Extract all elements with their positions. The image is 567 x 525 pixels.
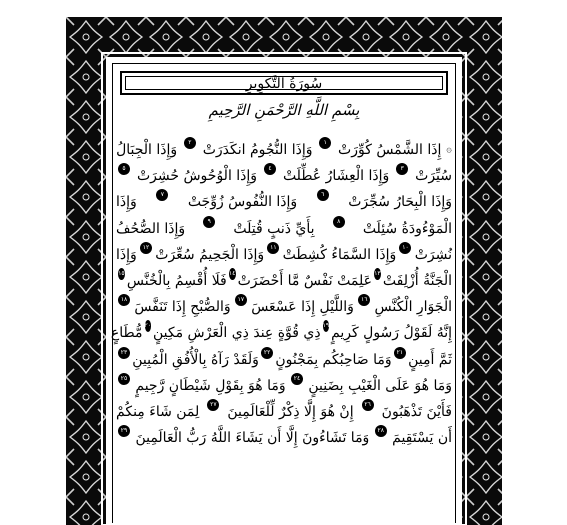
verse-line <box>116 268 452 294</box>
surah-title-box <box>120 71 448 95</box>
verse-text: وَإِذَا النُّجُومُ انكَدَرَتْ <box>202 142 313 158</box>
verse-text: بِأَيِّ ذَنبٍ قُتِلَتْ <box>233 220 315 237</box>
ayah-number: ١٩ <box>323 320 329 332</box>
ayah-number: ٢١ <box>394 347 406 359</box>
verse-text: وَإِذَا الْبِحَارُ سُجِّرَتْ <box>348 194 452 211</box>
ayah-number: ١٨ <box>118 294 130 306</box>
verse-line <box>110 320 452 346</box>
verse-text: مُّطَاعٍ <box>110 325 143 342</box>
ayah-number: ٢٥ <box>118 373 130 385</box>
verse-text: وَمَا تَشَاءُونَ إِلَّا أَن يَشَاءَ اللَّهُ رَبُّ الْعَالَمِينَ <box>135 430 370 447</box>
verse-line <box>116 137 452 163</box>
verse-line <box>116 347 452 373</box>
verse-line <box>116 242 452 268</box>
verse-line <box>116 163 452 189</box>
verse-text: الْجَنَّةُ أُزْلِفَتْ <box>382 273 452 289</box>
ayah-number: ٢ <box>184 137 196 149</box>
mushaf-page <box>66 17 502 525</box>
ayah-number: ٢٢ <box>261 347 273 359</box>
verse-text: فَلَا أُقْسِمُ بِالْخُنَّسِ <box>126 273 227 289</box>
ayah-number: ٩ <box>203 216 215 228</box>
basmala: بِسْمِ اللَّهِ الرَّحْمَنِ الرَّحِيمِ <box>208 101 360 119</box>
ayah-number: ١٢ <box>140 242 152 254</box>
verse-text: وَإِذَا <box>116 194 137 211</box>
verse-text: ذِي قُوَّةٍ عِندَ ذِي الْعَرْشِ مَكِينٍ <box>152 325 321 342</box>
ayah-number: ٢٠ <box>145 320 151 332</box>
verse-text: وَإِذَا الصُّحُفُ <box>116 220 186 237</box>
verse-text: وَإِذَا الْوُحُوشُ حُشِرَتْ <box>136 168 258 185</box>
verse-text: الْجَوَارِ الْكُنَّسِ <box>374 299 452 316</box>
verse-text: إِذَا الشَّمْسُ كُوِّرَتْ <box>338 142 442 158</box>
verse-text: نُشِرَتْ <box>414 246 452 263</box>
verse-text: وَاللَّيْلِ إِذَا عَسْعَسَ <box>251 299 354 316</box>
verse-line <box>116 425 452 451</box>
surah-title: سُورَةُ التَّكوِيرِ <box>245 76 323 92</box>
ayah-number: ١٤ <box>229 268 236 280</box>
verse-text: وَإِذَا الْجَحِيمُ سُعِّرَتْ <box>155 246 265 263</box>
verse-line <box>116 216 452 242</box>
verse-text: ثَمَّ أَمِينٍ <box>408 351 452 368</box>
verse-text: إِنْ هُوَ إِلَّا ذِكْرٌ لِّلْعَالَمِينَ <box>227 404 354 420</box>
ayah-number: ٦ <box>317 189 329 201</box>
verse-text: فَأَيْنَ تَذْهَبُونَ <box>381 404 452 420</box>
ayah-number: ١١ <box>267 242 279 254</box>
ayah-number: ٣ <box>396 163 408 175</box>
verse-line <box>116 294 452 320</box>
ayah-number: ٢٨ <box>375 425 387 437</box>
verse-line <box>116 189 452 215</box>
ayah-number: ١٥ <box>118 268 125 280</box>
verse-text: وَالصُّبْحِ إِذَا تَنَفَّسَ <box>134 299 231 316</box>
ayah-number: ٢٦ <box>362 399 374 411</box>
verse-line <box>116 373 452 399</box>
ayah-number: ٢٤ <box>291 373 303 385</box>
ayah-number: ١٧ <box>235 294 247 306</box>
ayah-number: ٧ <box>156 189 168 201</box>
verse-text: وَإِذَا الْجِبَالُ <box>116 142 178 158</box>
verse-text: وَإِذَا <box>116 246 137 263</box>
verse-text: سُيِّرَتْ <box>415 168 452 185</box>
verse-text: لِمَن شَاءَ مِنكُمْ <box>116 404 200 420</box>
ayah-number: ٢٣ <box>118 347 130 359</box>
ayah-number: ٤ <box>264 163 276 175</box>
ayah-number: ١ <box>319 137 331 149</box>
ayah-number: ١٣ <box>374 268 381 280</box>
verse-text: وَلَقَدْ رَآهُ بِالْأُفُقِ الْمُبِينِ <box>132 351 259 368</box>
ayah-number: ٥ <box>118 163 130 175</box>
verse-text: وَإِذَا الْعِشَارُ عُطِّلَتْ <box>282 168 390 185</box>
verse-text: الْمَوْءُودَةُ سُئِلَتْ <box>362 220 452 237</box>
verse-text: أَن يَسْتَقِيمَ <box>392 430 452 447</box>
verse-text: عَلِمَتْ نَفْسٌ مَّا أَحْضَرَتْ <box>237 273 372 289</box>
ayah-number: ١٦ <box>358 294 370 306</box>
verse-text: وَإِذَا السَّمَاءُ كُشِطَتْ <box>282 246 397 263</box>
verse-text: وَمَا هُوَ عَلَى الْغَيْبِ بِضَنِينٍ <box>308 377 452 394</box>
ayah-number: ٨ <box>333 216 345 228</box>
verse-line <box>116 399 452 425</box>
ayah-number: ٢٧ <box>207 399 219 411</box>
verse-text: وَمَا هُوَ بِقَوْلِ شَيْطَانٍ رَّجِيمٍ <box>135 377 286 394</box>
start-marker: ۞ <box>446 144 452 155</box>
verse-text: وَمَا صَاحِبُكُم بِمَجْنُونٍ <box>275 351 392 368</box>
verse-text: وَإِذَا النُّفُوسُ زُوِّجَتْ <box>187 194 298 211</box>
ayah-number: ١٠ <box>399 242 411 254</box>
ayah-number: ٢٩ <box>118 425 130 437</box>
verse-text: إِنَّهُ لَقَوْلُ رَسُولٍ كَرِيمٍ <box>331 325 452 342</box>
